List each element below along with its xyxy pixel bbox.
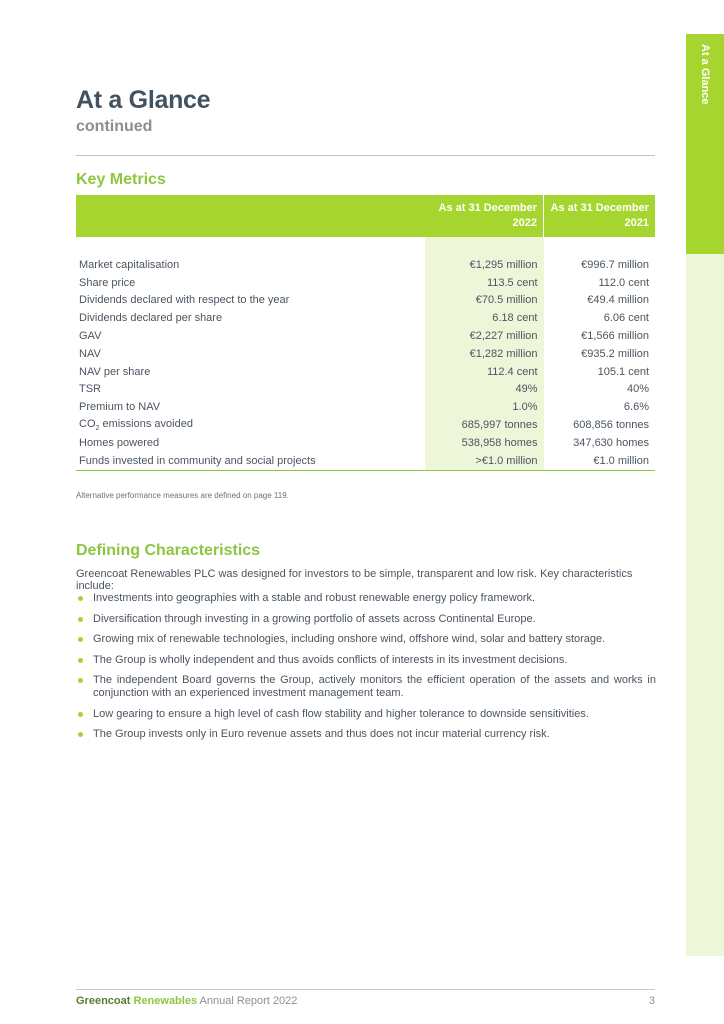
list-item bbox=[76, 708, 656, 721]
metric-label: Share price bbox=[79, 276, 136, 289]
value-2022: 113.5 cent bbox=[425, 274, 544, 292]
table-row bbox=[76, 327, 655, 345]
metric-label bbox=[76, 416, 425, 434]
value-2021: 6.6% bbox=[623, 401, 649, 414]
list-item bbox=[76, 613, 656, 626]
value-2022: 112.4 cent bbox=[425, 363, 544, 381]
value-2021: 112.0 cent bbox=[598, 276, 649, 289]
metric-label: Dividends declared per share bbox=[79, 312, 223, 325]
bullet-icon bbox=[78, 678, 83, 683]
metric-label: Homes powered bbox=[79, 436, 160, 449]
list-item-text: Diversification through investing in a growing portfolio of assets across Continental Europe. bbox=[93, 612, 536, 625]
footer-brand-1: Greencoat bbox=[76, 995, 131, 1007]
title-divider bbox=[76, 155, 655, 156]
table-row bbox=[76, 309, 655, 327]
value-2021: 40% bbox=[626, 383, 649, 396]
table-row bbox=[76, 345, 655, 363]
bullet-icon bbox=[78, 732, 83, 737]
value-2021: €1.0 million bbox=[544, 452, 656, 470]
metric-label: GAV bbox=[79, 330, 102, 343]
metric-label-prefix: CO bbox=[79, 417, 96, 430]
value-2022: €2,227 million bbox=[425, 327, 544, 345]
metric-label: NAV bbox=[79, 347, 101, 360]
table-row bbox=[76, 292, 655, 310]
list-item-text: Growing mix of renewable technologies, including onshore wind, offshore wind, solar and battery storage. bbox=[93, 633, 606, 645]
side-tab-label-wrap bbox=[686, 34, 724, 254]
list-item bbox=[76, 654, 656, 667]
key-metrics-heading: Key Metrics bbox=[76, 171, 166, 188]
page-title: At a Glance bbox=[76, 86, 211, 114]
value-2021: 6.06 cent bbox=[603, 312, 649, 325]
metric-label: TSR bbox=[79, 383, 101, 396]
table-row bbox=[76, 434, 655, 452]
metric-label-subscript: 2 bbox=[95, 425, 100, 433]
value-2021: €1,566 million bbox=[581, 330, 649, 343]
footer bbox=[76, 995, 297, 1007]
column-header-2022: As at 31 December 2022 bbox=[425, 195, 544, 237]
value-2022: >€1.0 million bbox=[425, 452, 544, 470]
table-row bbox=[76, 256, 655, 274]
bullet-icon bbox=[78, 617, 83, 622]
value-2022: 538,958 homes bbox=[425, 434, 544, 452]
table-row bbox=[76, 452, 655, 470]
metric-label-suffix: emissions avoided bbox=[99, 417, 193, 430]
value-2021: €996.7 million bbox=[581, 258, 649, 271]
value-2022: €1,295 million bbox=[425, 256, 544, 274]
list-item-text: The Group invests only in Euro revenue assets and thus does not incur material currency risk. bbox=[93, 728, 550, 740]
table-row bbox=[76, 363, 655, 381]
value-2021: 608,856 tonnes bbox=[573, 419, 649, 432]
metric-label: NAV per share bbox=[79, 365, 151, 378]
list-item bbox=[76, 592, 656, 605]
value-2021: €935.2 million bbox=[581, 347, 649, 360]
value-2022: 49% bbox=[425, 381, 544, 399]
list-item-text: The independent Board governs the Group, actively monitors the efficient operation of the assets and works in conjunction with an experienced investment management team. bbox=[93, 674, 656, 699]
list-item bbox=[76, 633, 656, 646]
column-header-2021: As at 31 December 2021 bbox=[544, 195, 656, 237]
list-item bbox=[76, 674, 656, 700]
footer-doc-title: Annual Report 2022 bbox=[199, 995, 298, 1007]
table-row bbox=[76, 274, 655, 292]
defining-characteristics-heading: Defining Characteristics bbox=[76, 542, 261, 559]
intro-paragraph: Greencoat Renewables PLC was designed for investors to be simple, transparent and low risk. Key characteristics include: bbox=[76, 568, 633, 592]
metric-label: Market capitalisation bbox=[79, 258, 180, 271]
value-2021: 347,630 homes bbox=[573, 436, 649, 449]
key-metrics-table bbox=[76, 195, 655, 471]
value-2021: €49.4 million bbox=[587, 294, 649, 307]
footer-divider bbox=[76, 989, 655, 990]
table-spacer-row bbox=[76, 237, 655, 256]
metric-label: Premium to NAV bbox=[79, 401, 161, 414]
value-2022: €1,282 million bbox=[425, 345, 544, 363]
metric-label: Funds invested in community and social projects bbox=[76, 452, 425, 470]
table-row bbox=[76, 381, 655, 399]
value-2022: €70.5 million bbox=[425, 292, 544, 310]
value-2021: 105.1 cent bbox=[597, 365, 649, 378]
bullet-icon bbox=[78, 637, 83, 642]
bullet-icon bbox=[78, 658, 83, 663]
value-2022: 685,997 tonnes bbox=[425, 416, 544, 434]
bullet-icon bbox=[78, 596, 83, 601]
table-row bbox=[76, 398, 655, 416]
list-item-text: The Group is wholly independent and thus avoids conflicts of interests in its investment decisions. bbox=[93, 653, 568, 666]
characteristics-list bbox=[76, 592, 656, 749]
column-header-metric bbox=[76, 195, 425, 237]
side-margin-band bbox=[686, 254, 724, 956]
page-subtitle: continued bbox=[76, 118, 153, 135]
value-2022: 1.0% bbox=[425, 398, 544, 416]
bullet-icon bbox=[78, 712, 83, 717]
value-2022: 6.18 cent bbox=[425, 309, 544, 327]
side-tab-label: At a Glance bbox=[699, 44, 711, 105]
list-item-text: Investments into geographies with a stable and robust renewable energy policy framework. bbox=[93, 592, 536, 604]
page-number: 3 bbox=[648, 995, 655, 1007]
table-header-row bbox=[76, 195, 655, 237]
footnote: Alternative performance measures are defined on page 119. bbox=[76, 491, 289, 500]
list-item bbox=[76, 728, 656, 741]
table-row bbox=[76, 416, 655, 434]
footer-brand-2: Renewables bbox=[133, 995, 198, 1007]
metric-label: Dividends declared with respect to the year bbox=[79, 294, 290, 307]
list-item-text: Low gearing to ensure a high level of cash flow stability and higher tolerance to downside sensitivities. bbox=[93, 707, 589, 720]
